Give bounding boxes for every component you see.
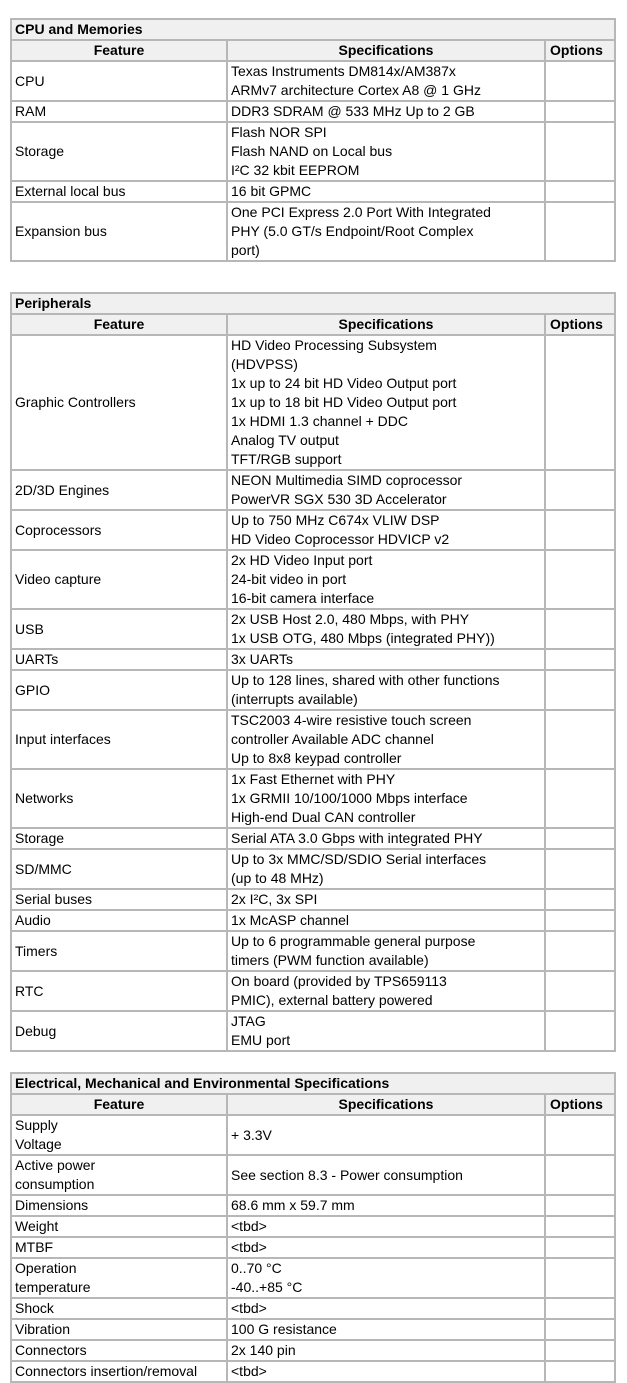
- spec-line: (interrupts available): [231, 691, 358, 707]
- options-cell: [545, 1155, 615, 1195]
- feature-cell: Operation temperature: [11, 1258, 227, 1298]
- spec-line: timers (PWM function available): [231, 952, 429, 968]
- specifications-cell: [227, 769, 545, 828]
- spec-line: 3x UARTs: [231, 651, 293, 667]
- electrical-mechanical-table: [10, 1072, 616, 1383]
- spec-line: <tbd>: [231, 1218, 267, 1234]
- spec-line: Flash NOR SPI: [231, 124, 327, 140]
- feature-cell: UARTs: [11, 649, 227, 670]
- feature-cell: RAM: [11, 101, 227, 122]
- spec-line: TSC2003 4-wire resistive touch screen: [231, 712, 472, 728]
- feature-cell: Networks: [11, 769, 227, 828]
- table-row: [11, 181, 615, 202]
- specifications-cell: [227, 609, 545, 649]
- feature-cell: Graphic Controllers: [11, 335, 227, 470]
- spec-line: DDR3 SDRAM @ 533 MHz Up to 2 GB: [231, 103, 475, 119]
- table-row: [11, 510, 615, 550]
- table-title: Peripherals: [11, 293, 615, 314]
- feature-cell: Shock: [11, 1298, 227, 1319]
- options-cell: [545, 1319, 615, 1340]
- spec-line: 24-bit video in port: [231, 571, 347, 587]
- feature-cell: Audio: [11, 910, 227, 931]
- table-title: CPU and Memories: [11, 19, 615, 40]
- options-cell: [545, 649, 615, 670]
- options-cell: [545, 931, 615, 971]
- options-cell: [545, 122, 615, 181]
- options-cell: [545, 101, 615, 122]
- spec-line: Up to 6 programmable general purpose: [231, 933, 476, 949]
- specifications-cell: [227, 1340, 545, 1361]
- spec-line: PHY (5.0 GT/s Endpoint/Root Complex: [231, 223, 474, 239]
- spec-line: 1x HDMI 1.3 channel + DDC: [231, 413, 409, 429]
- spec-line: Analog TV output: [231, 432, 339, 448]
- options-cell: [545, 710, 615, 769]
- options-cell: [545, 1216, 615, 1237]
- spec-line: Up to 750 MHz C674x VLIW DSP: [231, 512, 440, 528]
- specifications-cell: [227, 971, 545, 1011]
- spec-line: 1x up to 24 bit HD Video Output port: [231, 375, 457, 391]
- spec-line: TFT/RGB support: [231, 451, 342, 467]
- options-cell: [545, 470, 615, 510]
- feature-cell: CPU: [11, 61, 227, 101]
- spec-line: HD Video Coprocessor HDVICP v2: [231, 531, 450, 547]
- specifications-cell: [227, 470, 545, 510]
- spec-line: <tbd>: [231, 1363, 267, 1379]
- specifications-cell: [227, 550, 545, 609]
- options-cell: [545, 1115, 615, 1155]
- specifications-cell: [227, 889, 545, 910]
- options-cell: [545, 202, 615, 261]
- specifications-cell: [227, 1195, 545, 1216]
- spec-line: (HDVPSS): [231, 356, 298, 372]
- options-cell: [545, 181, 615, 202]
- options-cell: [545, 609, 615, 649]
- cpu-memories-table: [10, 18, 616, 262]
- peripherals-table: [10, 292, 616, 1052]
- feature-cell: 2D/3D Engines: [11, 470, 227, 510]
- spec-line: 2x HD Video Input port: [231, 552, 373, 568]
- spec-line: 16-bit camera interface: [231, 590, 375, 606]
- specifications-header: Specifications: [227, 1094, 545, 1115]
- table-row: [11, 61, 615, 101]
- specifications-cell: [227, 849, 545, 889]
- table-row: [11, 122, 615, 181]
- table-row: [11, 769, 615, 828]
- feature-cell: Active power consumption: [11, 1155, 227, 1195]
- spec-line: (up to 48 MHz): [231, 870, 324, 886]
- feature-cell: Connectors insertion/removal: [11, 1361, 227, 1382]
- spec-line: Serial ATA 3.0 Gbps with integrated PHY: [231, 830, 483, 846]
- spec-line: PMIC), external battery powered: [231, 992, 433, 1008]
- spec-line: -40..+85 °C: [231, 1279, 303, 1295]
- options-cell: [545, 1195, 615, 1216]
- table-row: [11, 1340, 615, 1361]
- table-row: [11, 470, 615, 510]
- spec-line: NEON Multimedia SIMD coprocessor: [231, 472, 463, 488]
- spec-line: 100 G resistance: [231, 1321, 337, 1337]
- specifications-cell: [227, 1155, 545, 1195]
- feature-cell: Timers: [11, 931, 227, 971]
- table-row: [11, 670, 615, 710]
- specifications-cell: [227, 1115, 545, 1155]
- feature-cell: Dimensions: [11, 1195, 227, 1216]
- feature-cell: Video capture: [11, 550, 227, 609]
- spec-line: 1x McASP channel: [231, 912, 350, 928]
- specifications-cell: [227, 101, 545, 122]
- table-row: [11, 910, 615, 931]
- specifications-cell: [227, 649, 545, 670]
- spec-line: ARMv7 architecture Cortex A8 @ 1 GHz: [231, 82, 481, 98]
- spec-line: 0..70 °C: [231, 1260, 282, 1276]
- feature-cell: Connectors: [11, 1340, 227, 1361]
- specifications-cell: [227, 1258, 545, 1298]
- options-cell: [545, 1011, 615, 1051]
- specifications-cell: [227, 1237, 545, 1258]
- options-cell: [545, 910, 615, 931]
- spec-line: One PCI Express 2.0 Port With Integrated: [231, 204, 491, 220]
- specifications-cell: [227, 1319, 545, 1340]
- options-cell: [545, 670, 615, 710]
- spec-line: Texas Instruments DM814x/AM387x: [231, 63, 456, 79]
- table-row: [11, 1298, 615, 1319]
- spec-line: 2x USB Host 2.0, 480 Mbps, with PHY: [231, 611, 470, 627]
- specifications-cell: [227, 510, 545, 550]
- table-row: [11, 609, 615, 649]
- specifications-cell: [227, 931, 545, 971]
- options-cell: [545, 510, 615, 550]
- table-row: [11, 550, 615, 609]
- options-cell: [545, 1340, 615, 1361]
- spec-line: On board (provided by TPS659113: [231, 973, 447, 989]
- table-row: [11, 1361, 615, 1382]
- table-row: [11, 1216, 615, 1237]
- table-row: [11, 649, 615, 670]
- feature-cell: Debug: [11, 1011, 227, 1051]
- table-row: [11, 971, 615, 1011]
- feature-cell: Input interfaces: [11, 710, 227, 769]
- spec-line: PowerVR SGX 530 3D Accelerator: [231, 491, 447, 507]
- spec-line: High-end Dual CAN controller: [231, 809, 416, 825]
- options-cell: [545, 828, 615, 849]
- spec-line: See section 8.3 - Power consumption: [231, 1166, 463, 1183]
- options-cell: [545, 61, 615, 101]
- table-row: [11, 828, 615, 849]
- spec-line: Up to 3x MMC/SD/SDIO Serial interfaces: [231, 851, 487, 867]
- spec-line: 1x GRMII 10/100/1000 Mbps interface: [231, 790, 468, 806]
- feature-cell: GPIO: [11, 670, 227, 710]
- options-cell: [545, 335, 615, 470]
- specifications-cell: [227, 1361, 545, 1382]
- spec-line: 1x USB OTG, 480 Mbps (integrated PHY)): [231, 630, 495, 646]
- table-row: [11, 849, 615, 889]
- spec-line: 1x Fast Ethernet with PHY: [231, 771, 396, 787]
- options-cell: [545, 1258, 615, 1298]
- table-row: [11, 1237, 615, 1258]
- table-row: [11, 931, 615, 971]
- spec-line: 1x up to 18 bit HD Video Output port: [231, 394, 457, 410]
- specifications-header: Specifications: [227, 314, 545, 335]
- options-cell: [545, 849, 615, 889]
- specifications-cell: [227, 828, 545, 849]
- options-header: Options: [545, 1094, 615, 1115]
- table-row: [11, 889, 615, 910]
- feature-cell: Supply Voltage: [11, 1115, 227, 1155]
- feature-cell: MTBF: [11, 1237, 227, 1258]
- specifications-cell: [227, 335, 545, 470]
- feature-cell: Vibration: [11, 1319, 227, 1340]
- feature-header: Feature: [11, 314, 227, 335]
- table-title: Electrical, Mechanical and Environmental Specifications: [11, 1073, 615, 1094]
- spec-line: 68.6 mm x 59.7 mm: [231, 1197, 355, 1213]
- options-cell: [545, 1237, 615, 1258]
- table-row: [11, 1011, 615, 1051]
- specifications-cell: [227, 910, 545, 931]
- options-cell: [545, 550, 615, 609]
- feature-cell: Storage: [11, 122, 227, 181]
- spec-line: EMU port: [231, 1032, 291, 1048]
- options-header: Options: [545, 314, 615, 335]
- spec-line: port): [231, 242, 260, 258]
- feature-cell: Serial buses: [11, 889, 227, 910]
- spec-line: Flash NAND on Local bus: [231, 143, 393, 159]
- spec-line: 16 bit GPMC: [231, 183, 312, 199]
- feature-cell: Coprocessors: [11, 510, 227, 550]
- spec-line: controller Available ADC channel: [231, 731, 434, 747]
- feature-header: Feature: [11, 1094, 227, 1115]
- specifications-cell: [227, 670, 545, 710]
- specifications-cell: [227, 1011, 545, 1051]
- feature-cell: Expansion bus: [11, 202, 227, 261]
- table-row: [11, 1258, 615, 1298]
- options-cell: [545, 769, 615, 828]
- feature-cell: Weight: [11, 1216, 227, 1237]
- spec-line: JTAG: [231, 1013, 266, 1029]
- options-header: Options: [545, 40, 615, 61]
- specifications-header: Specifications: [227, 40, 545, 61]
- spec-line: HD Video Processing Subsystem: [231, 337, 437, 353]
- spec-line: <tbd>: [231, 1239, 267, 1255]
- spec-line: <tbd>: [231, 1300, 267, 1316]
- feature-cell: Storage: [11, 828, 227, 849]
- specifications-cell: [227, 710, 545, 769]
- spec-line: 2x 140 pin: [231, 1342, 296, 1358]
- feature-header: Feature: [11, 40, 227, 61]
- table-row: [11, 1155, 615, 1195]
- specifications-cell: [227, 181, 545, 202]
- spec-line: 2x I²C, 3x SPI: [231, 891, 318, 907]
- spec-line: Up to 8x8 keypad controller: [231, 750, 402, 766]
- options-cell: [545, 971, 615, 1011]
- specifications-cell: [227, 61, 545, 101]
- table-row: [11, 335, 615, 470]
- table-row: [11, 1319, 615, 1340]
- feature-cell: USB: [11, 609, 227, 649]
- feature-cell: External local bus: [11, 181, 227, 202]
- options-cell: [545, 1361, 615, 1382]
- options-cell: [545, 889, 615, 910]
- options-cell: [545, 1298, 615, 1319]
- spec-line: + 3.3V: [231, 1126, 272, 1143]
- specifications-cell: [227, 122, 545, 181]
- spec-line: I²C 32 kbit EEPROM: [231, 162, 360, 178]
- specifications-cell: [227, 1298, 545, 1319]
- spec-line: Up to 128 lines, shared with other functions: [231, 672, 500, 688]
- feature-cell: SD/MMC: [11, 849, 227, 889]
- table-row: [11, 1195, 615, 1216]
- table-row: [11, 101, 615, 122]
- specifications-cell: [227, 202, 545, 261]
- specifications-cell: [227, 1216, 545, 1237]
- feature-cell: RTC: [11, 971, 227, 1011]
- table-row: [11, 202, 615, 261]
- table-row: [11, 1115, 615, 1155]
- table-row: [11, 710, 615, 769]
